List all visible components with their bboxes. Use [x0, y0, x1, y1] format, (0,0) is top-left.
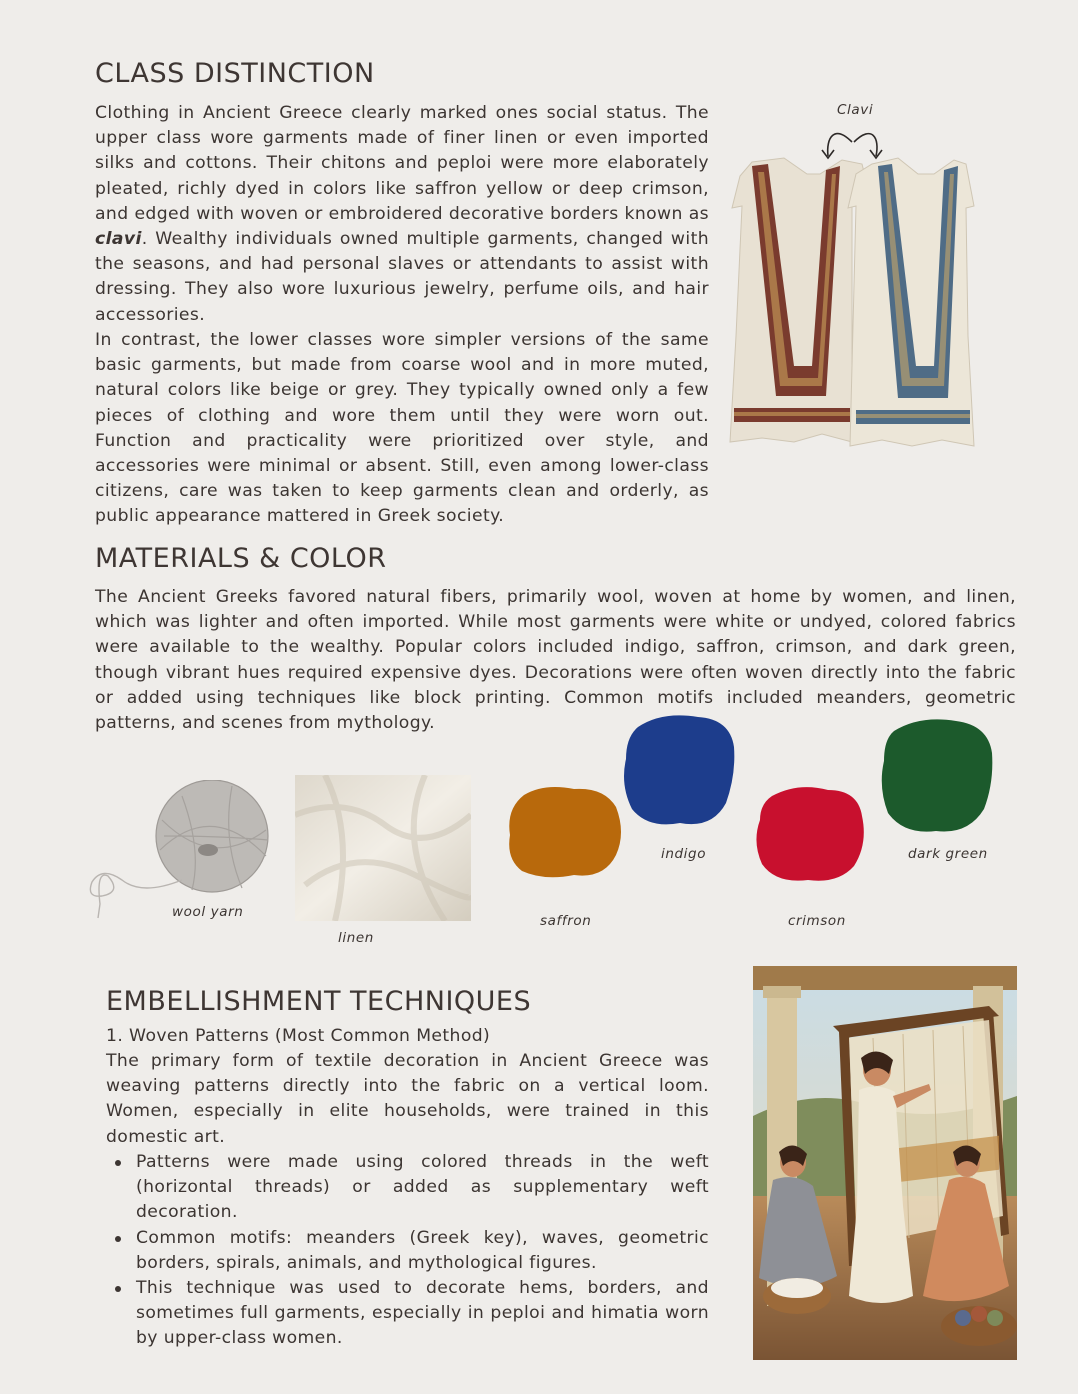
class-distinction-paragraph-lower: In contrast, the lower classes wore simpler versions of the same basic garments, but made from coarse wool and in more muted, natural colors like beige or grey. They typically owned only a few pieces of clothing and wore them until they were worn out. Function and practicality were prioritized over style, and accessories were minimal or absent. Still, even among lower-class citizens, care was taken to keep garments clean and orderly, as public appearance mattered in Greek society. [95, 330, 709, 527]
dark-green-swatch [880, 717, 994, 837]
linen-caption: linen [338, 930, 374, 946]
dark-green-caption: dark green [908, 846, 988, 862]
clavi-garments-image [722, 116, 984, 452]
embellishment-paragraph: The primary form of textile decoration in Ancient Greece was weaving patterns directly into the fabric on a vertical loom. Women, especially in elite households, were trained in this domestic art. [106, 1051, 709, 1147]
embellishment-bullet-list [106, 1150, 709, 1352]
embellishment-subheading: 1. Woven Patterns (Most Common Method) [106, 1026, 491, 1046]
crimson-caption: crimson [788, 913, 846, 929]
wool-yarn-image [82, 780, 274, 920]
linen-fabric-image [295, 775, 471, 921]
list-item: This technique was used to decorate hems, borders, and sometimes full garments, especially in peploi and himatia worn by upper-class women. [136, 1276, 709, 1352]
list-item: Common motifs: meanders (Greek key), waves, geometric borders, spirals, animals, and mythological figures. [136, 1226, 709, 1276]
clavi-image-label: Clavi [837, 102, 874, 118]
indigo-caption: indigo [661, 846, 707, 862]
section-heading-class-distinction: CLASS DISTINCTION [95, 58, 375, 89]
section-heading-materials-color: MATERIALS & COLOR [95, 543, 387, 574]
paragraph-text: Clothing in Ancient Greece clearly marked ones social status. The upper class wore garments made of finer linen or even imported silks and cottons. Their chitons and peploi were more elaborately pleated, richly dyed in colors like saffron yellow or deep crimson, and edged with woven or embroidered decorative borders known as [95, 103, 709, 224]
weaving-women-painting [753, 966, 1017, 1360]
section-heading-embellishment: EMBELLISHMENT TECHNIQUES [106, 986, 532, 1017]
clavi-term: clavi [95, 229, 142, 250]
saffron-caption: saffron [540, 913, 592, 929]
class-distinction-paragraph-upper [95, 101, 709, 328]
crimson-swatch [754, 784, 866, 884]
materials-paragraph: The Ancient Greeks favored natural fibers, primarily wool, woven at home by women, and linen, which was lighter and often imported. While most garments were white or undyed, colored fabrics were available to the wealthy. Popular colors included indigo, saffron, crimson, and dark green, though vibrant hues required expensive dyes. Decorations were often woven directly into the fabric or added using techniques like block printing. Common motifs included meanders, geometric patterns, and scenes from mythology. [95, 587, 1016, 734]
wool-yarn-caption: wool yarn [172, 904, 244, 920]
paragraph-text: . Wealthy individuals owned multiple garments, changed with the seasons, and had personal slaves or attendants to assist with dressing. They also wore luxurious jewelry, perfume oils, and hair accessories. [95, 229, 709, 325]
saffron-swatch [504, 785, 624, 881]
list-item: Patterns were made using colored threads in the weft (horizontal threads) or added as supplementary weft decoration. [136, 1150, 709, 1226]
indigo-swatch [622, 713, 736, 831]
